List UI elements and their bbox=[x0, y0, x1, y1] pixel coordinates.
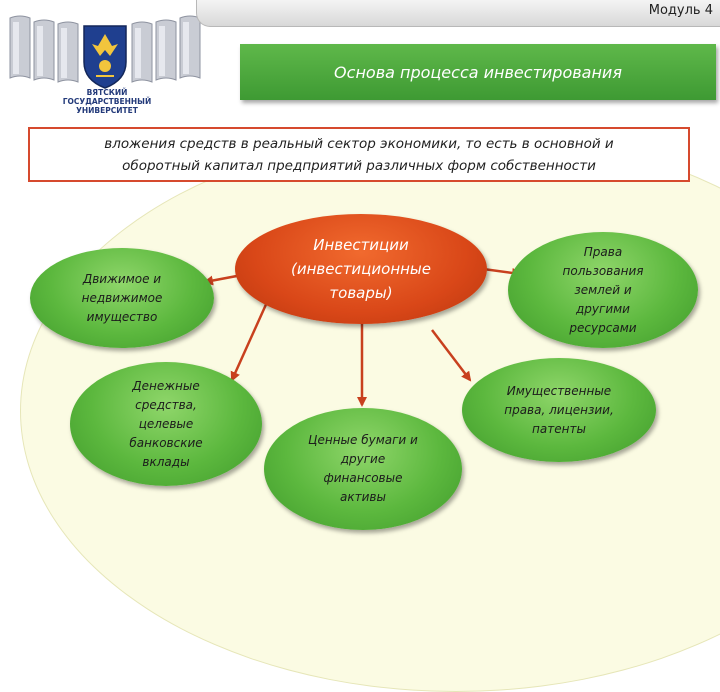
university-name-line-1: ВЯТСКИЙ bbox=[86, 88, 128, 97]
money-node bbox=[70, 362, 262, 486]
arrow-to-money bbox=[232, 300, 268, 380]
securities-label: Ценные бумаги и другие финансовые активы bbox=[308, 433, 418, 504]
land-rights-label: Права пользования землей и другими ресурсами bbox=[562, 244, 644, 335]
definition-text: вложения средств в реальный сектор экономики, то есть в основной и оборотный капитал предприятий различных форм собственности bbox=[104, 135, 614, 174]
arrow-to-property-rights bbox=[432, 330, 470, 380]
investments-node bbox=[235, 214, 487, 324]
property-rights-label: Имущественные права, лицензии, патенты bbox=[504, 383, 614, 436]
land-rights-node bbox=[508, 232, 698, 348]
movable-property-label: Движимое и недвижимое имущество bbox=[81, 271, 163, 324]
investments-label: Инвестиции (инвестиционные товары) bbox=[290, 236, 432, 302]
securities-node bbox=[264, 408, 462, 530]
property-rights-node bbox=[462, 358, 656, 462]
money-label: Денежные средства, целевые банковские вклады bbox=[129, 378, 203, 469]
slide-title: Основа процесса инвестирования bbox=[334, 62, 622, 82]
movable-property-node bbox=[30, 248, 214, 348]
university-name-line-2: ГОСУДАРСТВЕННЫЙ bbox=[62, 97, 152, 106]
university-name-line-3: УНИВЕРСИТЕТ bbox=[76, 106, 138, 115]
module-label: Модуль 4 bbox=[648, 3, 713, 18]
